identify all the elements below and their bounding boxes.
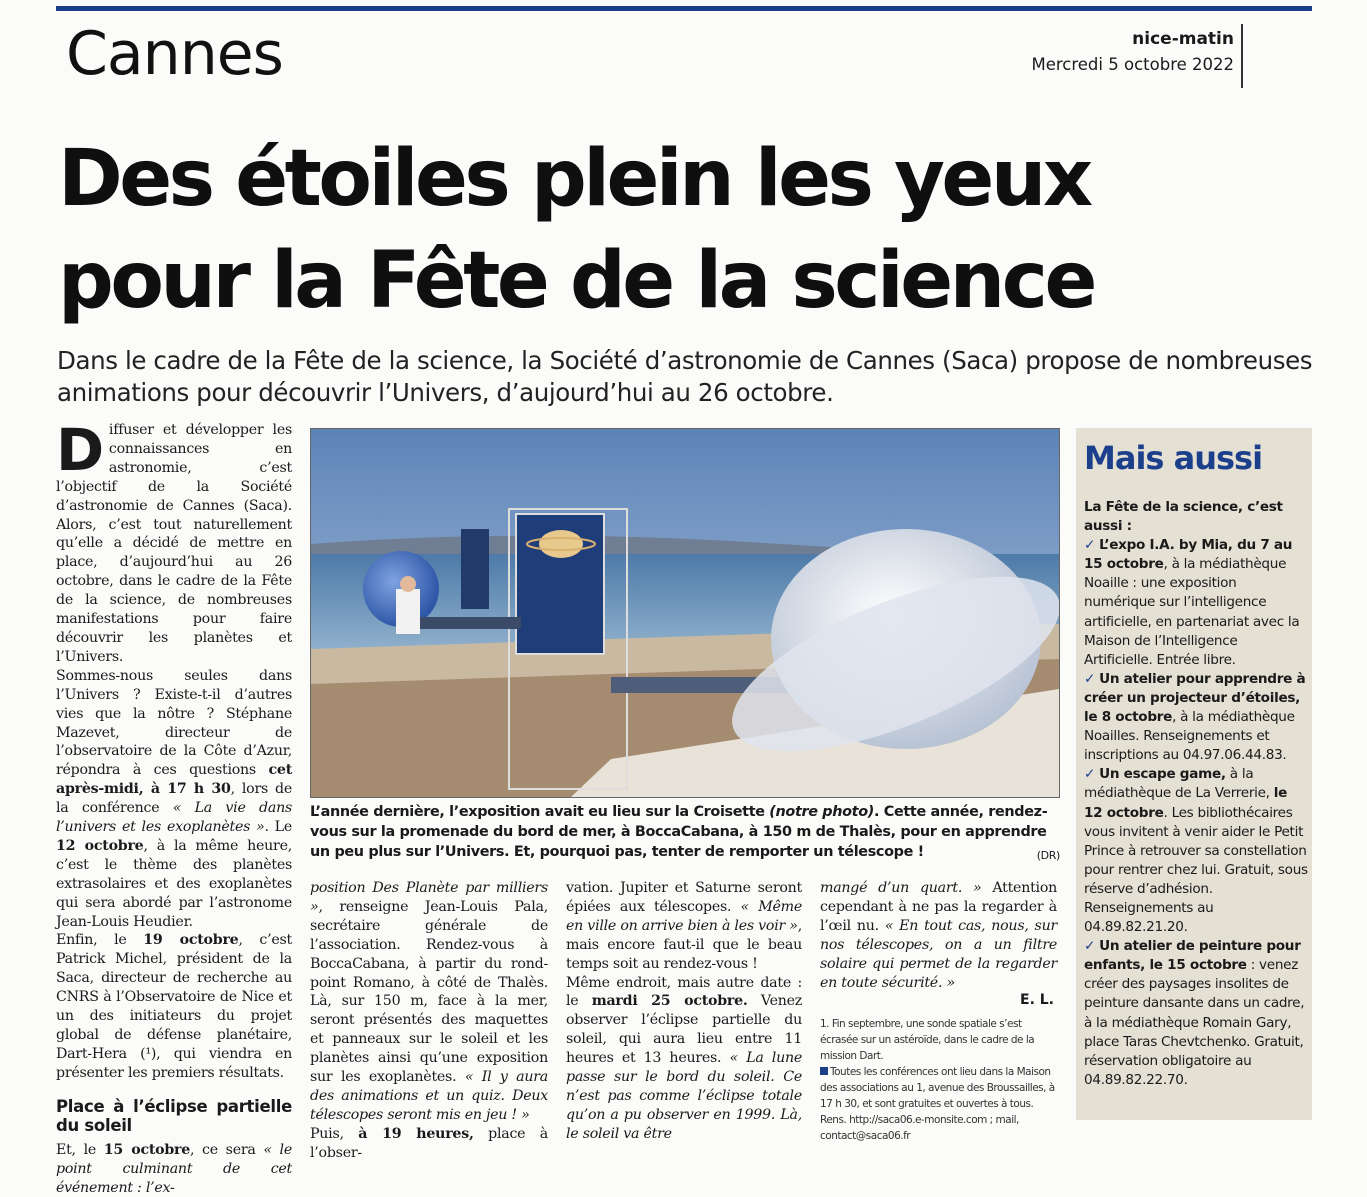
author-initials: E. L. bbox=[1020, 992, 1054, 1008]
footnotes bbox=[820, 1016, 1060, 1144]
column-3 bbox=[566, 879, 802, 1144]
col2-paragraph-2: Puis, à 19 heures, place à l’obser- bbox=[310, 1125, 549, 1161]
sidebar-item-1: ✓ L’expo I.A. by Mia, du 7 au 15 octobre, à la médiathèque Noaille : une exposition numérique sur l’intelligence artificielle, en partenariat avec la Maison de l’Intelligence Artificielle. Entrée libre. bbox=[1084, 537, 1300, 668]
col2-paragraph-1: position Des Planète par milliers », renseigne Jean-Louis Pala, secrétaire générale de l’association. Rendez-vous à BoccaCabana, à partir du rond-point Romano, à côté de Thalès. Là, sur 150 m, face à la mer, seront présentés des maquettes et panneaux sur le soleil et les planètes ainsi qu’une exposition sur les exoplanètes. « Il y aura des animations et un quiz. Deux télescopes seront mis en jeu ! » bbox=[310, 880, 548, 1123]
col3-paragraph-2: Même endroit, mais autre date : le mardi 25 octobre. Venez observer l’éclipse partielle du soleil, qui aura lieu entre 11 heures et 13 heures. « La lune passe sur le bord du soleil. Ce n’est pas comme l’éclipse totale qu’on a pu observer en 1999. Là, le soleil va être bbox=[566, 974, 802, 1142]
check-icon: ✓ bbox=[1084, 766, 1096, 783]
sidebar-item-4: ✓ Un atelier de peinture pour enfants, le 15 octobre : venez créer des paysages insolites de peinture dansante dans un cadre, à la médiathèque Romain Gary, place Taras Chevtchenko. Gratuit, réservation obligatoire au 04.89.82.22.70. bbox=[1084, 938, 1305, 1088]
sidebar-body bbox=[1084, 498, 1308, 1090]
column-2 bbox=[310, 879, 548, 1163]
article-photo bbox=[310, 428, 1060, 798]
headline-line1: Des étoiles plein les yeux bbox=[58, 134, 1090, 224]
check-icon: ✓ bbox=[1084, 938, 1096, 955]
section-title: Cannes bbox=[66, 19, 283, 89]
column-4 bbox=[820, 879, 1057, 992]
sidebar-intro: La Fête de la science, c’est aussi : bbox=[1084, 499, 1283, 535]
paper-name: nice-matin bbox=[1132, 29, 1234, 49]
photo-credit: (DR) bbox=[1036, 849, 1060, 862]
top-rule bbox=[56, 6, 1312, 11]
sidebar-title: Mais aussi bbox=[1084, 439, 1263, 477]
col1-paragraph-2: Sommes-nous seules dans l’Univers ? Existe-t-il d’autres vies que la nôtre ? Stéphane Mazevet, directeur de l’observatoire de la Côte d’Azur, répondra à ces questions cet après-midi, à 17 h 30, lors de la conférence « La vie dans l’univers et les exoplanètes ». Le 12 octobre, à la même heure, c’est le thème des planètes extrasolaires et des exoplanètes qui sera abordé par l’astronome Jean-Louis Heudier. bbox=[56, 667, 292, 930]
col4-paragraph-1: mangé d’un quart. » Attention cependant à ne pas la regarder à l’œil nu. « En tout cas, nous, sur nos télescopes, on a un filtre solaire qui permet de la regarder en toute sécurité. » bbox=[820, 880, 1057, 991]
paper-date: Mercredi 5 octobre 2022 bbox=[1031, 55, 1234, 74]
drop-cap: D bbox=[56, 416, 104, 484]
square-bullet-icon bbox=[820, 1067, 828, 1075]
col1-paragraph-1: Diffuser et développer les connaissances en astronomie, c’est l’objectif de la Société d’astronomie de Cannes (Saca). Alors, c’est tout naturellement qu’elle a décidé de mettre en place, d’aujourd’hui au 26 octobre, dans le cadre de la Fête de la science, de nombreuses manifestations pour faire découvrir les planètes et l’Univers. bbox=[56, 416, 292, 665]
check-icon: ✓ bbox=[1084, 537, 1096, 554]
sidebar-mais-aussi bbox=[1076, 428, 1312, 1120]
check-icon: ✓ bbox=[1084, 670, 1096, 687]
col1-paragraph-4: Et, le 15 octobre, ce sera « le point culminant de cet événement : l’ex- bbox=[56, 1141, 292, 1196]
photo-illustration bbox=[311, 429, 1059, 797]
footnote-2: Toutes les conférences ont lieu dans la Maison des associations au 1, avenue des Broussailles, à 17 h 30, et sont gratuites et ouvertes à tous. Rens. http://saca06.e-monsite.com ; mail, contact@saca06.fr bbox=[820, 1066, 1055, 1142]
headline bbox=[58, 128, 1318, 332]
photo-caption: L’année dernière, l’exposition avait eu lieu sur la Croisette (notre photo). Cette année, rendez-vous sur la promenade du bord de mer, à BoccaCabana, à 150 m de Thalès, pour en apprendre un peu plus sur l’Univers. Et, pourquoi pas, tenter de remporter un télescope ! (DR) bbox=[310, 802, 1060, 866]
footnote-1: 1. Fin septembre, une sonde spatiale s’est écrasée sur un astéroïde, dans le cadre de la mission Dart. bbox=[820, 1018, 1035, 1062]
col3-paragraph-1: vation. Jupiter et Saturne seront épiées aux télescopes. « Même en ville on arrive bien à les voir », mais encore faut-il que le beau temps soit au rendez-vous ! bbox=[566, 880, 802, 972]
deck: Dans le cadre de la Fête de la science, la Société d’astronomie de Cannes (Saca) propose de nombreuses animations pour découvrir l’Univers, d’aujourd’hui au 26 octobre. bbox=[57, 346, 1313, 407]
col1-paragraph-3: Enfin, le 19 octobre, c’est Patrick Michel, président de la Saca, directeur de recherche au CNRS à l’Observatoire de Nice et un des initiateurs du projet global de défense planétaire, Dart-Hera (¹), qui viendra en présenter les premiers résultats. bbox=[56, 932, 292, 1081]
subhead: Place à l’éclipse partielle du soleil bbox=[56, 1096, 292, 1135]
sidebar-item-3: ✓ Un escape game, à la médiathèque de La Verrerie, le 12 octobre. Les bibliothécaires vous invitent à venir aider le Petit Prince à retrouver sa constellation pour rentrer chez lui. Gratuit, sous réserve d’adhésion. Renseignements au 04.89.82.21.20. bbox=[1084, 766, 1308, 936]
sidebar-item-2: ✓ Un atelier pour apprendre à créer un projecteur d’étoiles, le 8 octobre, à la médiathèque Noailles. Renseignements et inscriptions au 04.97.06.44.83. bbox=[1084, 670, 1306, 764]
masthead bbox=[1031, 27, 1234, 77]
headline-line2: pour la Fête de la science bbox=[58, 236, 1094, 326]
masthead-rule bbox=[1241, 24, 1243, 88]
column-1 bbox=[56, 416, 292, 1197]
